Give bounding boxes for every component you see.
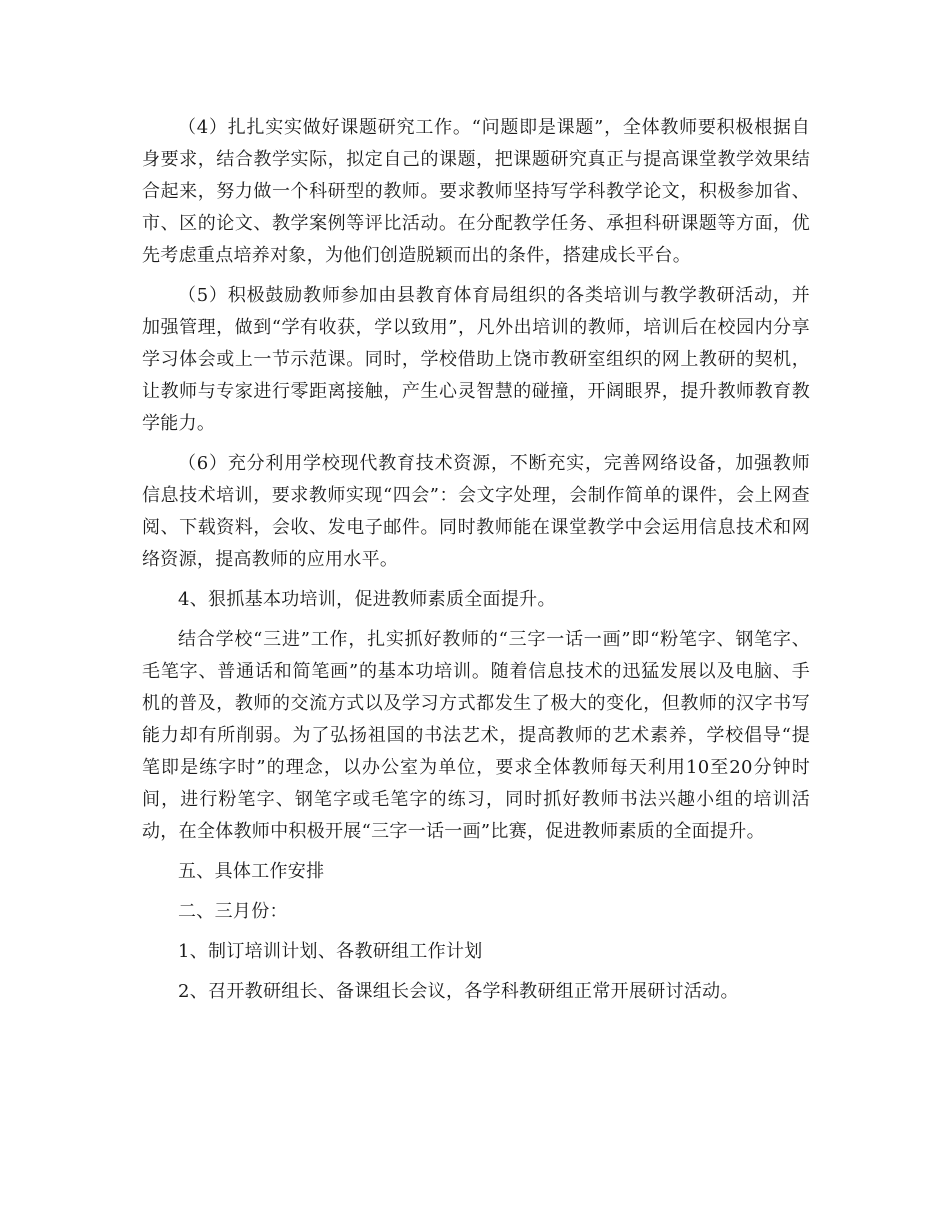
heading-basic-skills: 4、狠抓基本功培训，促进教师素质全面提升。 [178,589,556,610]
document-body [142,112,810,1016]
list-item-plan: 1、制订培训计划、各教研组工作计划 [178,941,483,962]
paragraph-research-work: （4）扎扎实实做好课题研究工作。“问题即是课题”，全体教师要积极根据自身要求，结合教学实际，拟定自己的课题，把课题研究真正与提高课堂教学效果结合起来，努力做一个科研型的教师。要求教师坚持写学科教学论文，积极参加省、市、区的论文、教学案例等评比活动。在分配教学任务、承担科研课题等方面，优先考虑重点培养对象，为他们创造脱颖而出的条件，搭建成长平台。 [142,117,810,266]
paragraph-calligraphy-training: 结合学校“三进”工作，扎实抓好教师的“三字一话一画”即“粉笔字、钢笔字、毛笔字、普通话和简笔画”的基本功培训。随着信息技术的迅猛发展以及电脑、手机的普及，教师的交流方式以及学习方式都发生了极大的变化，但教师的汉字书写能力却有所削弱。为了弘扬祖国的书法艺术，提高教师的艺术素养，学校倡导“提笔即是练字时”的理念，以办公室为单位，要求全体教师每天利用10至20分钟时间，进行粉笔字、钢笔字或毛笔字的练习，同时抓好教师书法兴趣小组的培训活动，在全体教师中积极开展“三字一话一画”比赛，促进教师素质的全面提升。 [142,629,810,842]
heading-work-schedule: 五、具体工作安排 [178,861,325,882]
paragraph-it-training: （6）充分利用学校现代教育技术资源，不断充实，完善网络设备，加强教师信息技术培训，要求教师实现“四会”：会文字处理，会制作简单的课件，会上网查阅、下载资料，会收、发电子邮件。同时教师能在课堂教学中会运用信息技术和网络资源，提高教师的应用水平。 [142,453,810,570]
heading-feb-march: 二、三月份： [178,901,288,922]
paragraph-training-activities: （5）积极鼓励教师参加由县教育体育局组织的各类培训与教学教研活动，并加强管理，做到“学有收获，学以致用”，凡外出培训的教师，培训后在校园内分享学习体会或上一节示范课。同时，学校借助上饶市教研室组织的网上教研的契机，让教师与专家进行零距离接触，产生心灵智慧的碰撞，开阔眼界，提升教师教育教学能力。 [142,285,810,434]
list-item-meeting: 2、召开教研组长、备课组长会议，各学科教研组正常开展研讨活动。 [178,981,739,1002]
